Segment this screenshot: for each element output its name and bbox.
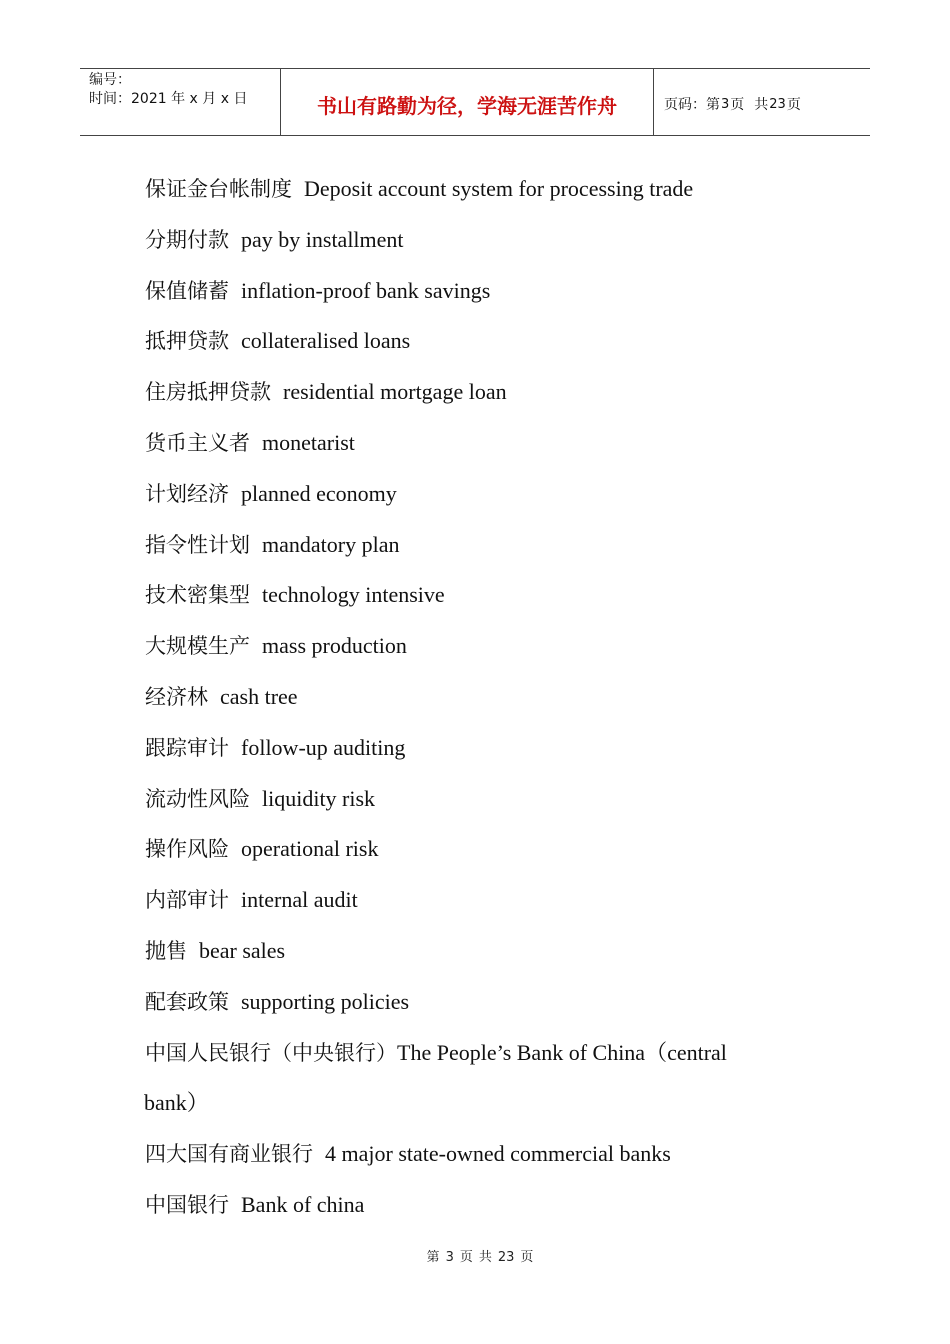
term-zh: 住房抵押贷款 <box>145 380 271 405</box>
glossary-entry <box>145 977 825 1028</box>
term-zh: 经济林 <box>145 684 208 709</box>
footer-total-unit: 页 <box>520 1250 534 1265</box>
page-footer <box>0 1246 950 1265</box>
time-label: 时间：2021 年 x 月 x 日 <box>89 91 248 107</box>
term-zh: 指令性计划 <box>145 532 250 557</box>
footer-unit: 页 <box>459 1250 473 1265</box>
glossary-entry <box>145 215 825 266</box>
term-zh: 大规模生产 <box>145 634 250 659</box>
term-en: monetarist <box>262 429 355 455</box>
term-en: liquidity risk <box>262 785 376 811</box>
glossary-entry <box>145 926 825 977</box>
term-zh: 抵押贷款 <box>145 329 229 354</box>
term-en: The People’s Bank of China（central <box>397 1039 727 1065</box>
term-zh: 抛售 <box>145 938 187 963</box>
term-en: Deposit account system for processing trade <box>304 176 694 201</box>
glossary-list <box>145 164 825 1231</box>
term-zh: 内部审计 <box>145 888 229 913</box>
term-zh: 保值储蓄 <box>145 278 229 303</box>
term-en: residential mortgage loan <box>283 379 507 405</box>
page-total-unit: 页 <box>786 97 801 113</box>
glossary-entry <box>145 672 825 723</box>
term-en: internal audit <box>241 887 358 913</box>
page-unit: 页 <box>730 97 745 113</box>
glossary-entry <box>145 266 825 317</box>
term-en: cash tree <box>220 683 298 709</box>
page-total-prefix: 共 <box>754 97 769 113</box>
footer-current: 3 <box>445 1250 454 1265</box>
term-zh: 跟踪审计 <box>145 735 229 760</box>
serial-label: 编号： <box>89 72 131 88</box>
glossary-entry <box>145 1129 825 1180</box>
term-zh: 保证金台帐制度 <box>145 177 292 201</box>
glossary-entry <box>145 621 825 672</box>
glossary-entry <box>145 469 825 520</box>
term-en: technology intensive <box>262 582 445 608</box>
glossary-entry <box>145 1028 825 1079</box>
glossary-entry <box>145 570 825 621</box>
header-page-info <box>654 69 870 135</box>
term-en: follow-up auditing <box>241 734 406 760</box>
page-prefix: 页码：第 <box>664 97 720 113</box>
term-zh: 计划经济 <box>145 481 229 506</box>
term-en: 4 major state-owned commercial banks <box>325 1141 671 1167</box>
term-zh: 中国银行 <box>145 1192 229 1217</box>
glossary-entry <box>145 1180 825 1231</box>
term-en: mass production <box>262 633 407 659</box>
page-current: 3 <box>721 96 730 112</box>
term-zh: 流动性风险 <box>145 786 250 811</box>
glossary-entry <box>145 418 825 469</box>
term-en-continuation: bank） <box>144 1090 209 1116</box>
header-meta <box>80 69 281 135</box>
term-zh: 四大国有商业银行 <box>145 1142 313 1167</box>
page-total: 23 <box>769 96 786 112</box>
glossary-entry <box>145 164 825 215</box>
term-zh: 货币主义者 <box>145 430 250 455</box>
term-zh: 操作风险 <box>145 837 229 862</box>
glossary-entry <box>145 774 825 825</box>
term-en: Bank of china <box>241 1191 365 1217</box>
footer-total: 23 <box>497 1250 515 1265</box>
glossary-entry <box>145 316 825 367</box>
term-en: pay by installment <box>241 226 404 252</box>
glossary-entry <box>145 824 825 875</box>
term-en: collateralised loans <box>241 328 411 354</box>
term-zh: 分期付款 <box>145 227 229 252</box>
term-en: planned economy <box>241 480 397 506</box>
term-en: mandatory plan <box>262 531 400 557</box>
page-header <box>80 68 870 136</box>
glossary-entry <box>145 520 825 571</box>
term-en: operational risk <box>241 836 379 862</box>
footer-total-pre: 共 <box>478 1250 492 1265</box>
term-en: supporting policies <box>241 988 410 1014</box>
term-zh: 中国人民银行（中央银行） <box>145 1040 397 1065</box>
footer-pre: 第 <box>426 1250 440 1265</box>
header-motto: 书山有路勤为径，学海无涯苦作舟 <box>281 69 654 135</box>
glossary-entry <box>145 367 825 418</box>
term-zh: 技术密集型 <box>145 583 250 608</box>
term-en: inflation-proof bank savings <box>241 277 491 303</box>
glossary-entry <box>145 723 825 774</box>
term-zh: 配套政策 <box>145 989 229 1014</box>
term-en: bear sales <box>199 937 286 963</box>
glossary-entry <box>145 875 825 926</box>
glossary-entry-continuation <box>144 1078 825 1129</box>
